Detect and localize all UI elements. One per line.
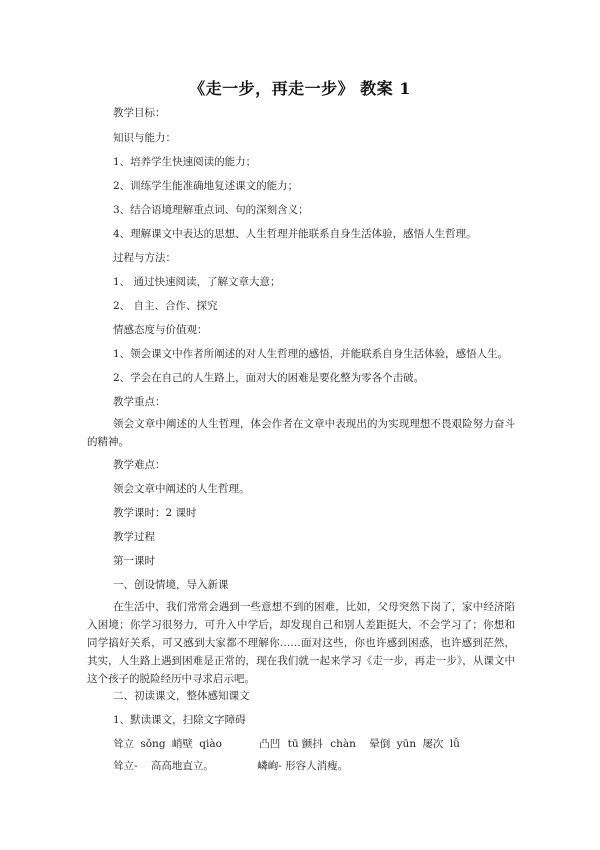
- definition-meaning: 高高地直立。: [150, 760, 214, 772]
- process-item: 2、 自主、合作、探究: [113, 300, 218, 312]
- section-one-text: 在生活中，我们常常会遇到一些意想不到的困难，比如，父母突然下岗了，家中经济陷入困境；你学习很努力，可升入中学后，却发现自己和别人差距挺大，不会学习了；你想和同学搞好关系，可又感到大家都不理解你……面对这些，你也许感到困惑，也许感到茫然，其实，人生路上遇到困难是正常的，现在我们就一起来学习《走一步，再走一步》，从课文中这个孩子的脱险经历中寻求启示吧。: [87, 601, 515, 685]
- pinyin-word: 晕倒: [369, 738, 391, 750]
- key-point-text: 领会文章中阐述的人生哲理，体会作者在文章中表现出的为实现理想不畏艰险努力奋斗的精神。: [87, 418, 515, 448]
- pinyin-reading: yūn: [396, 738, 417, 750]
- difficulty-heading: 教学难点：: [113, 459, 166, 471]
- definitions-list: [113, 760, 348, 773]
- emotion-heading: 情感态度与价值观：: [113, 324, 208, 336]
- knowledge-item: 2、训练学生能准确地复述课文的能力；: [113, 180, 299, 192]
- definition-term: 嶙峋-: [257, 760, 282, 772]
- knowledge-item: 1、培养学生快速阅读的能力；: [113, 156, 257, 168]
- key-point-heading: 教学重点：: [113, 396, 166, 408]
- objectives-heading: 教学目标：: [113, 107, 166, 119]
- pinyin-list: [113, 738, 460, 751]
- section-two-heading: 二、初读课文，整体感知课文: [113, 690, 250, 702]
- pinyin-reading: chàn: [330, 738, 356, 750]
- knowledge-item: 4、理解课文中表达的思想、人生哲理并能联系自身生活体验，感悟人生哲理。: [113, 228, 477, 240]
- knowledge-heading: 知识与能力：: [113, 132, 176, 144]
- first-lesson-label: 第一课时: [113, 555, 155, 567]
- document-title: 《走一步，再走一步》 教案 1: [189, 79, 411, 98]
- emotion-item: 1、领会课文中作者所阐述的对人生哲理的感悟，并能联系自身生活体验，感悟人生。: [113, 348, 509, 360]
- pinyin-reading: lǚ: [449, 738, 460, 750]
- pinyin-word: 峭壁: [171, 738, 193, 750]
- process-item: 1、 通过快速阅读，了解文章大意；: [113, 276, 281, 288]
- pinyin-word: 耸立: [113, 738, 134, 750]
- pinyin-reading: sǒng: [140, 738, 166, 750]
- pinyin-reading: tū: [287, 738, 299, 750]
- definition-meaning: 形容人消瘦。: [285, 760, 349, 772]
- emotion-item: 2、学会在自己的人生路上，面对大的困难是要化整为零各个击破。: [113, 372, 425, 384]
- pinyin-reading: qiào: [199, 738, 222, 750]
- step-one-label: 1、默读课文，扫除文字障碍: [113, 714, 246, 726]
- procedure-heading: 教学过程: [113, 531, 155, 543]
- pinyin-word: 屡次: [422, 738, 444, 750]
- section-one-heading: 一、创设情境，导入新课: [113, 579, 229, 591]
- pinyin-word: 颤抖: [301, 738, 323, 750]
- definition-term: 耸立-: [113, 760, 138, 772]
- difficulty-text: 领会文章中阐述的人生哲理。: [113, 483, 250, 495]
- knowledge-item: 3、结合语境理解重点词、句的深刻含义；: [113, 204, 309, 216]
- pinyin-word: 凸凹: [259, 738, 281, 750]
- class-hours: 教学课时：2 课时: [113, 507, 197, 519]
- process-heading: 过程与方法：: [113, 252, 176, 264]
